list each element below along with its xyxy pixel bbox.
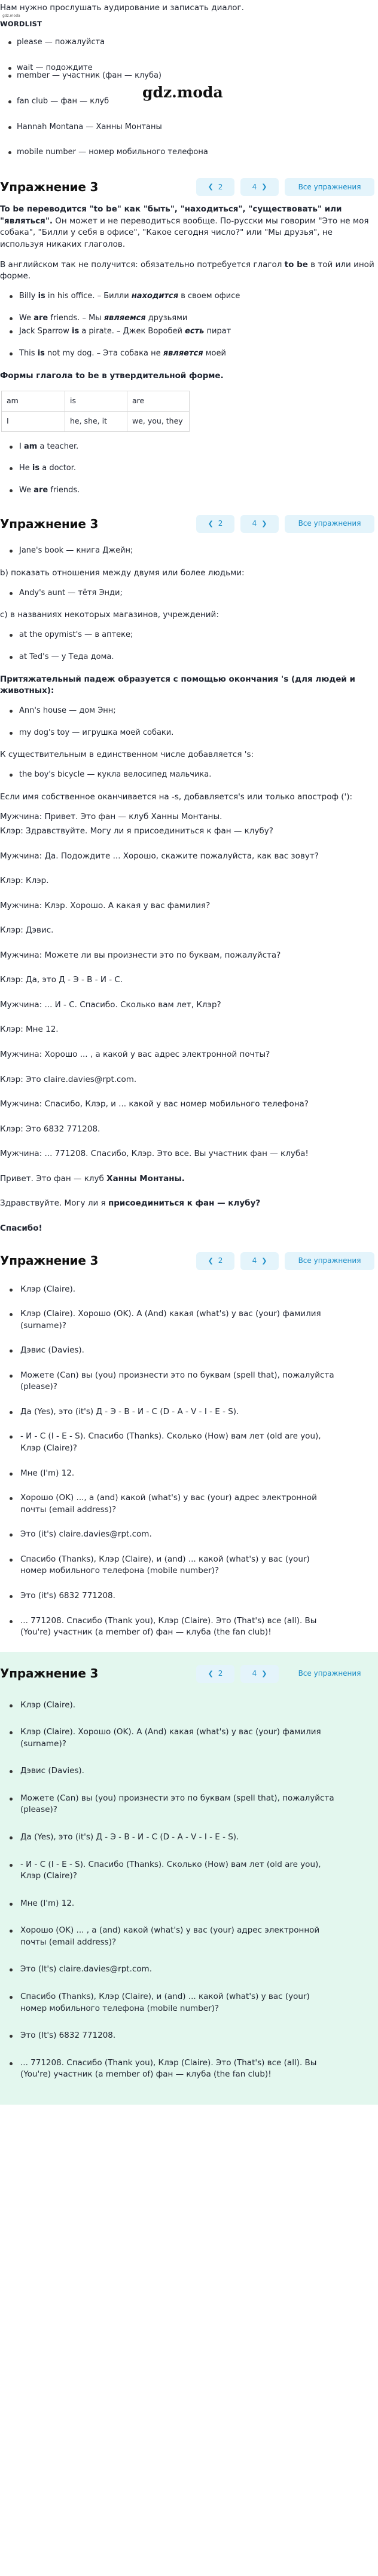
table-cell: we, you, they — [127, 411, 190, 431]
grammar-paragraph-1 — [0, 204, 378, 250]
list-item: member — участник (фан — клуба) — [8, 70, 378, 82]
possessive-text: Если имя собственное оканчивается на -s, добавляется's или только апостроф ('): — [0, 792, 353, 802]
grammar-text: В английском так не получится: обязательно потребуется глагол — [0, 259, 285, 269]
prev-exercise-number: 2 — [218, 182, 223, 191]
possessive-list — [0, 769, 378, 781]
next-exercise-button[interactable] — [240, 178, 279, 196]
table-cell: am — [2, 391, 65, 411]
prev-exercise-number: 2 — [218, 519, 223, 528]
list-item: Да (Yes), это (it's) Д - Э - В - И - С (D - A - V - I - E - S). — [8, 1832, 378, 1844]
chevron-right-icon: ❯ — [261, 520, 267, 528]
list-item: We are friends. — [8, 485, 378, 496]
chevron-left-icon: ❮ — [208, 1256, 214, 1265]
exercise-title: Упражнение 3 — [0, 1666, 99, 1681]
list-item: Jack Sparrow is a pirate. – Джек Воробей есть пират — [8, 326, 378, 338]
forms-table — [1, 391, 190, 432]
exercise-header — [0, 170, 378, 204]
exercise-header — [0, 507, 378, 541]
dialog-russian — [0, 811, 378, 1234]
list-item: Andy's aunt — тётя Энди; — [8, 588, 378, 599]
possessive-list — [0, 588, 378, 599]
dialog-bilingual-green — [0, 1700, 378, 2081]
list-item: We are friends. – Мы являемся друзьями — [8, 313, 378, 324]
list-item: Спасибо (Thanks), Клэр (Claire), и (and) ... какой (what's) у вас (your) номер мобильного телефона (mobile number)? — [8, 1554, 378, 1577]
dialog-line: Клэр: Клэр. — [0, 876, 49, 886]
dialog-line: Мужчина: ... 771208. Спасибо, Клэр. Это все. Вы участник фан — клуба! — [0, 1149, 309, 1159]
dialog-line: Здравствуйте. Могу ли я присоединиться к фан — клубу? — [0, 1198, 261, 1209]
grammar-paragraph-2 — [0, 259, 378, 283]
dialog-line: Мужчина: Спасибо, Клэр, и ... какой у вас номер мобильного телефона? — [0, 1099, 309, 1109]
possessive-list — [0, 706, 378, 739]
list-item: Это (it's) claire.davies@rpt.com. — [8, 1529, 378, 1541]
list-item: fan club — фан — клуб — [8, 96, 378, 108]
list-item: my dog's toy — игрушка моей собаки. — [8, 728, 378, 739]
exercise-header — [0, 1244, 378, 1278]
list-item: ... 771208. Спасибо (Thank you), Клэр (Claire). Это (That's) все (all). Вы (You're) участник (a member of) фан — клуба (the fan club)! — [8, 2057, 378, 2081]
list-item: Спасибо (Thanks), Клэр (Claire), и (and) ... какой (what's) у вас (your) номер мобильного телефона (mobile number)? — [8, 1991, 378, 2014]
dialog-line: Клэр: Дэвис. — [0, 925, 54, 936]
list-item: the boy's bicycle — кукла велосипед мальчика. — [8, 769, 378, 781]
list-item: Дэвис (Davies). — [8, 1345, 378, 1357]
list-item: Хорошо (OK) ... , а (and) какой (what's) у вас (your) адрес электронной почты (email address)? — [8, 1925, 378, 1948]
exercise-header — [0, 1658, 378, 1690]
possessive-text: К существительным в единственном числе добавляется 's: — [0, 750, 254, 760]
chevron-right-icon: ❯ — [261, 183, 267, 191]
list-item: Клэр (Claire). — [8, 1284, 378, 1296]
list-item: at the opymist's — в аптеке; — [8, 630, 378, 641]
next-exercise-number: 4 — [252, 1256, 257, 1265]
dialog-line: Мужчина: Да. Подождите ... Хорошо, скажите пожалуйста, как вас зовут? — [0, 851, 319, 861]
list-item: Клэр (Claire). — [8, 1700, 378, 1712]
list-item: Jane's book — книга Джейн; — [8, 545, 378, 557]
forms-title: Формы глагола to be в утвердительной форме. — [0, 371, 224, 381]
prev-exercise-button[interactable] — [196, 1252, 234, 1270]
exercise-nav — [196, 515, 378, 533]
dialog-line: Клэр: Мне 12. — [0, 1025, 59, 1035]
prev-exercise-number: 2 — [218, 1256, 223, 1265]
exercise-title: Упражнение 3 — [0, 516, 99, 531]
dialog-line: Клэр: Здравствуйте. Могу ли я присоединиться к фан — клубу? — [0, 826, 273, 836]
next-exercise-number: 4 — [252, 1669, 257, 1678]
exercise-nav — [196, 1252, 378, 1270]
table-cell: is — [65, 391, 127, 411]
list-item: at Ted's — у Теда дома. — [8, 652, 378, 663]
list-item: - И - С (I - E - S). Спасибо (Thanks). Сколько (How) вам лет (old are you), Клэр (Claire)? — [8, 1431, 378, 1454]
list-item: - И - С (I - E - S). Спасибо (Thanks). Сколько (How) вам лет (old are you), Клэр (Claire)? — [8, 1859, 378, 1882]
prev-exercise-button[interactable] — [196, 178, 234, 196]
exercise-title: Упражнение 3 — [0, 1253, 99, 1268]
list-item: Можете (Can) вы (you) произнести это по буквам (spell that), пожалуйста (please)? — [8, 1370, 378, 1393]
dialog-line: Мужчина: Привет. Это фан — клуб Ханны Монтаны. — [0, 812, 222, 822]
dialog-line: Привет. Это фан — клуб Ханны Монтаны. — [0, 1173, 185, 1183]
prev-exercise-button[interactable] — [196, 1665, 234, 1683]
list-item: Мне (I'm) 12. — [8, 1898, 378, 1910]
list-item: Hannah Montana — Ханны Монтаны — [8, 122, 378, 133]
dialog-line: Мужчина: Хорошо ... , а какой у вас адрес электронной почты? — [0, 1050, 270, 1060]
dialog-line: Клэр: Да, это Д - Э - В - И - С. — [0, 975, 123, 985]
next-exercise-number: 4 — [252, 182, 257, 191]
next-exercise-button[interactable] — [240, 1252, 279, 1270]
grammar-text: Он может и не переводиться вообще. По-русски мы говорим "Это не моя собака", "Билли у себя в офисе", "Какое сегодня число?" или "Мы друзья", не используя никаких глаголов. — [0, 216, 369, 249]
possessive-text: b) показать отношения между двумя или более людьми: — [0, 568, 245, 578]
next-exercise-number: 4 — [252, 519, 257, 528]
exercise-nav — [196, 178, 378, 196]
list-item: ... 771208. Спасибо (Thank you), Клэр (Claire). Это (That's) все (all). Вы (You're) участник (a member of) фан — клуба (the fan club)! — [8, 1615, 378, 1639]
next-exercise-button[interactable] — [240, 515, 279, 533]
list-item: please — пожалуйста — [8, 37, 378, 48]
list-item: I am a teacher. — [8, 441, 378, 453]
exercise-nav — [196, 1665, 378, 1683]
list-item: Да (Yes), это (it's) Д - Э - В - И - С (D - A - V - I - E - S). — [8, 1406, 378, 1418]
chevron-left-icon: ❮ — [208, 520, 214, 528]
prev-exercise-button[interactable] — [196, 515, 234, 533]
dialog-line: Клэр: Это claire.davies@rpt.com. — [0, 1074, 137, 1084]
dialog-line: Клэр: Это 6832 771208. — [0, 1124, 100, 1134]
list-item: Это (It's) 6832 771208. — [8, 2030, 378, 2042]
all-exercises-button[interactable]: Все упражнения — [285, 178, 374, 196]
dialog-line: Мужчина: ... И - С. Спасибо. Сколько вам лет, Клэр? — [0, 999, 221, 1010]
table-cell: I — [2, 411, 65, 431]
all-exercises-button[interactable]: Все упражнения — [285, 1252, 374, 1270]
table-row — [2, 411, 190, 431]
chevron-left-icon: ❮ — [208, 183, 214, 191]
dialog-line: Спасибо! — [0, 1223, 42, 1233]
table-cell: are — [127, 391, 190, 411]
dialog-line: Мужчина: Можете ли вы произнести это по буквам, пожалуйста? — [0, 950, 281, 960]
grammar-bold: To be переводится "to be" как "быть", "находиться", "существовать" или "являться". — [0, 204, 342, 226]
list-item: wait — подождите — [8, 63, 378, 74]
list-item: Хорошо (OK) ..., а (and) какой (what's) у вас (your) адрес электронной почты (email address)? — [8, 1492, 378, 1516]
list-item: This is not my dog. – Эта собака не является моей — [8, 348, 378, 360]
chevron-right-icon: ❯ — [261, 1669, 267, 1678]
list-item: Дэвис (Davies). — [8, 1765, 378, 1777]
solution-block — [0, 1652, 378, 2105]
grammar-text: в той или иной форме. — [0, 259, 374, 281]
table-row — [2, 391, 190, 411]
next-exercise-button[interactable] — [240, 1665, 279, 1683]
wordlist-title: WORDLIST — [0, 19, 42, 28]
list-item: Можете (Can) вы (you) произнести это по буквам (spell that), пожалуйста (please)? — [8, 1793, 378, 1816]
list-item: Это (it's) 6832 771208. — [8, 1590, 378, 1602]
chevron-right-icon: ❯ — [261, 1256, 267, 1265]
watermark: gdz.moda — [142, 84, 223, 101]
grammar-bold: to be — [284, 259, 308, 269]
possessive-text: c) в названиях некоторых магазинов, учреждений: — [0, 610, 219, 620]
list-item: Это (It's) claire.davies@rpt.com. — [8, 1964, 378, 1976]
possessive-list — [0, 630, 378, 663]
forms-examples — [0, 441, 378, 497]
table-cell: he, she, it — [65, 411, 127, 431]
prev-exercise-number: 2 — [218, 1669, 223, 1678]
list-item: He is a doctor. — [8, 463, 378, 474]
possessive-rule: Притяжательный падеж образуется с помощью окончания 's (для людей и животных): — [0, 674, 356, 696]
grammar-examples — [0, 291, 378, 360]
intro-text: Нам нужно прослушать аудирование и записать диалог. — [0, 3, 244, 13]
list-item: Мне (I'm) 12. — [8, 1468, 378, 1480]
possessive-list — [0, 545, 378, 557]
chevron-left-icon: ❮ — [208, 1669, 214, 1678]
tiny-logo: gdz.moda — [2, 13, 20, 18]
list-item: Клэр (Claire). Хорошо (OK). А (And) какая (what's) у вас (your) фамилия (surname)? — [8, 1308, 378, 1332]
dialog-bilingual — [0, 1284, 378, 1639]
list-item: Ann's house — дом Энн; — [8, 706, 378, 717]
list-item: Billy is in his office. – Билли находится в своем офисе — [8, 291, 378, 302]
list-item: Клэр (Claire). Хорошо (OK). А (And) какая (what's) у вас (your) фамилия (surname)? — [8, 1726, 378, 1750]
list-item: mobile number — номер мобильного телефона — [8, 147, 378, 158]
dialog-line: Мужчина: Клэр. Хорошо. А какая у вас фамилия? — [0, 900, 211, 910]
all-exercises-button[interactable]: Все упражнения — [298, 1669, 361, 1678]
all-exercises-button[interactable]: Все упражнения — [285, 515, 374, 533]
exercise-title: Упражнение 3 — [0, 179, 99, 194]
